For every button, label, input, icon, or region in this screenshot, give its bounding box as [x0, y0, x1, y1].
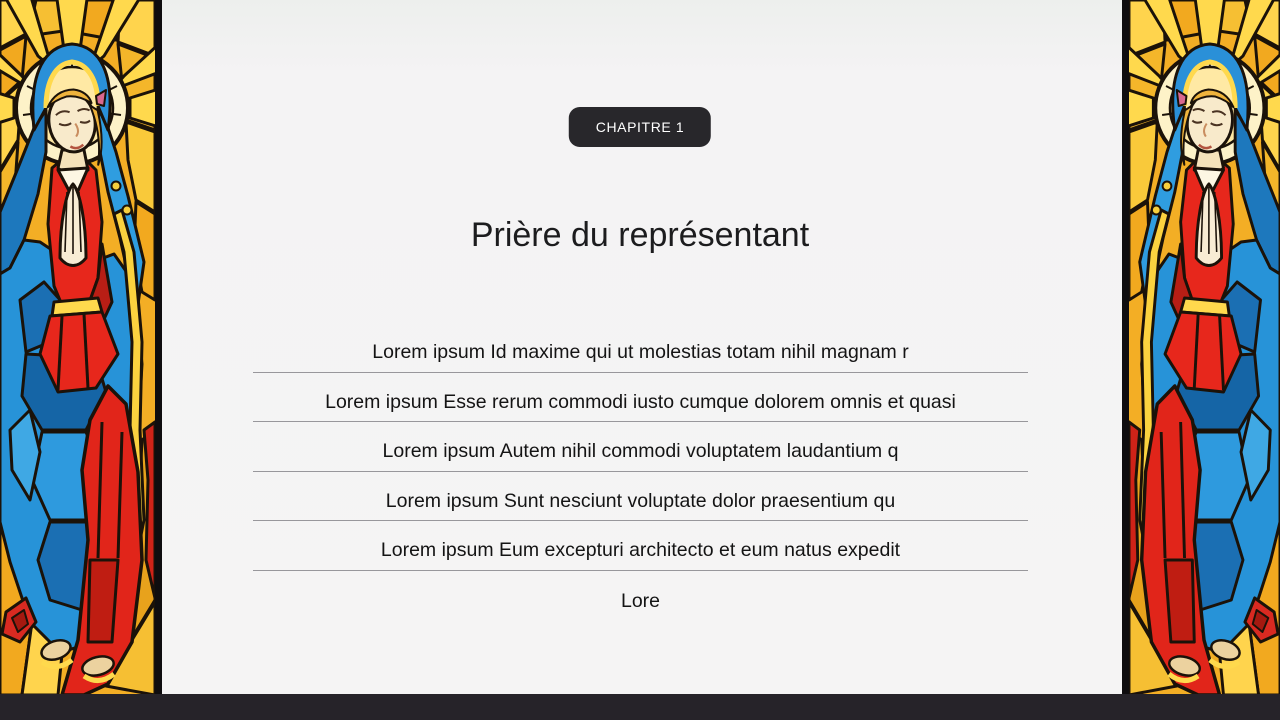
list-item	[253, 521, 1028, 571]
slide-title: Prière du représentant	[470, 216, 810, 254]
list-item-text: Lore	[620, 589, 661, 612]
bottom-letterbox-bar	[0, 694, 1280, 720]
list-item	[253, 571, 1028, 621]
stained-glass-artwork-left	[0, 0, 162, 695]
list-item	[253, 373, 1028, 423]
list-item-text: Lorem ipsum Id maxime qui ut molestias totam nihil magnam r	[372, 341, 909, 364]
stained-glass-artwork-right	[1122, 0, 1280, 695]
chapter-badge: CHAPITRE 1	[569, 107, 711, 147]
virgin-mary-stained-glass-image	[0, 0, 155, 695]
list-item	[253, 472, 1028, 522]
list-item-text: Lorem ipsum Sunt nesciunt voluptate dolor praesentium qu	[385, 489, 896, 512]
list-item-text: Lorem ipsum Autem nihil commodi voluptatem laudantium q	[382, 440, 899, 463]
list-item	[253, 422, 1028, 472]
list-item-text: Lorem ipsum Eum excepturi architecto et eum natus expedit	[380, 539, 901, 562]
list-item-text: Lorem ipsum Esse rerum commodi iusto cumque dolorem omnis et quasi	[325, 390, 956, 413]
virgin-mary-stained-glass-image-mirrored	[1129, 0, 1280, 695]
list-item	[253, 323, 1028, 373]
content-list	[253, 323, 1028, 620]
